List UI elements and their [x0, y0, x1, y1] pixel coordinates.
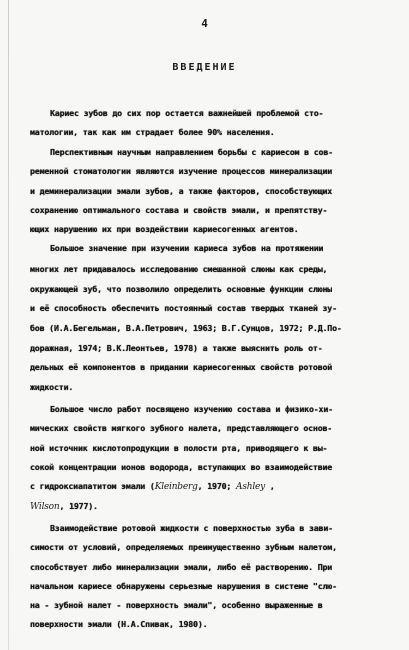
text-line: многих лет придавалось исследованию смешанной слюны как среды,	[30, 264, 328, 274]
text-line: жидкости.	[30, 382, 74, 392]
text-line: Большое число работ посвящено изучению состава и физико-хи-	[50, 404, 333, 414]
text-line: ной источник кислотопродукции в полости рта, приводящего к вы-	[30, 443, 328, 453]
text-line: начальном кариесе обнаружены серьезные нарушения в системе "слю-	[30, 581, 337, 591]
handwritten-name: Wilson	[30, 502, 60, 512]
page-edge-shadow	[8, 0, 9, 650]
text-fragment: , 1970;	[197, 481, 237, 491]
text-line: и её способность обеспечить постоянный состав твердых тканей зу-	[30, 303, 337, 313]
text-line: доражная, 1974; В.К.Леонтьев, 1978) а также выяснить роль от-	[30, 343, 323, 353]
page-number: 4	[201, 17, 208, 30]
text-line: окружающей зуб, что позволило определить основные функции слюны	[30, 284, 333, 294]
text-line: симости от условий, определяемых преимущественно зубным налетом,	[30, 542, 337, 552]
text-fragment: , 1977).	[59, 501, 98, 511]
text-line	[30, 481, 275, 492]
text-line: ременной стоматологии являются изучение процессов минерализации	[30, 166, 333, 176]
text-line	[30, 501, 98, 512]
text-line: Кариес зубов до сих пор остается важнейшей проблемой сто-	[50, 108, 324, 118]
text-line: сохранению оптимального состава и свойств эмали, и препятству-	[30, 205, 328, 215]
text-line: ющих нарушению их при воздействии кариесогенных агентов.	[30, 224, 299, 234]
text-line: сокой концентрации ионов водорода, вступающих во взаимодействие	[30, 462, 333, 472]
handwritten-name: Kleinberg	[154, 482, 198, 492]
text-line: поверхности эмали (Н.А.Спивак, 1980).	[30, 619, 208, 629]
handwritten-name: Ashley	[236, 482, 266, 492]
text-line: мических свойств мягкого зубного налета, представляющего основ-	[30, 423, 333, 433]
text-line: способствует либо минерализации эмали, либо её растворению. При	[30, 562, 333, 572]
section-heading: ВВЕДЕНИЕ	[172, 62, 237, 73]
text-line: матологии, так как им страдает более 90% населения.	[30, 127, 275, 137]
text-line: Взаимодействие ротовой жидкости с поверхностью зуба в зави-	[50, 523, 333, 533]
text-fragment: с гидроксиапатитом эмали (	[30, 481, 155, 491]
text-line: Большое значение при изучении кариеса зубов на протяжении	[50, 243, 324, 253]
text-line: на - зубной налет - поверхность эмали", особенно выраженные в	[30, 600, 323, 610]
text-line: дельных её компонентов в придании кариесогенных свойств ротовой	[30, 362, 333, 372]
text-line: и деминерализации эмали зубов, а также факторов, способствующих	[30, 186, 333, 196]
text-line: Перспективным научным направлением борьбы с кариесом в сов-	[50, 147, 333, 157]
text-line: бов (И.А.Бегельман, В.А.Петрович, 1963; В.Г.Сунцов, 1972; Р.Д.По-	[30, 323, 342, 333]
text-fragment: ,	[265, 481, 275, 491]
